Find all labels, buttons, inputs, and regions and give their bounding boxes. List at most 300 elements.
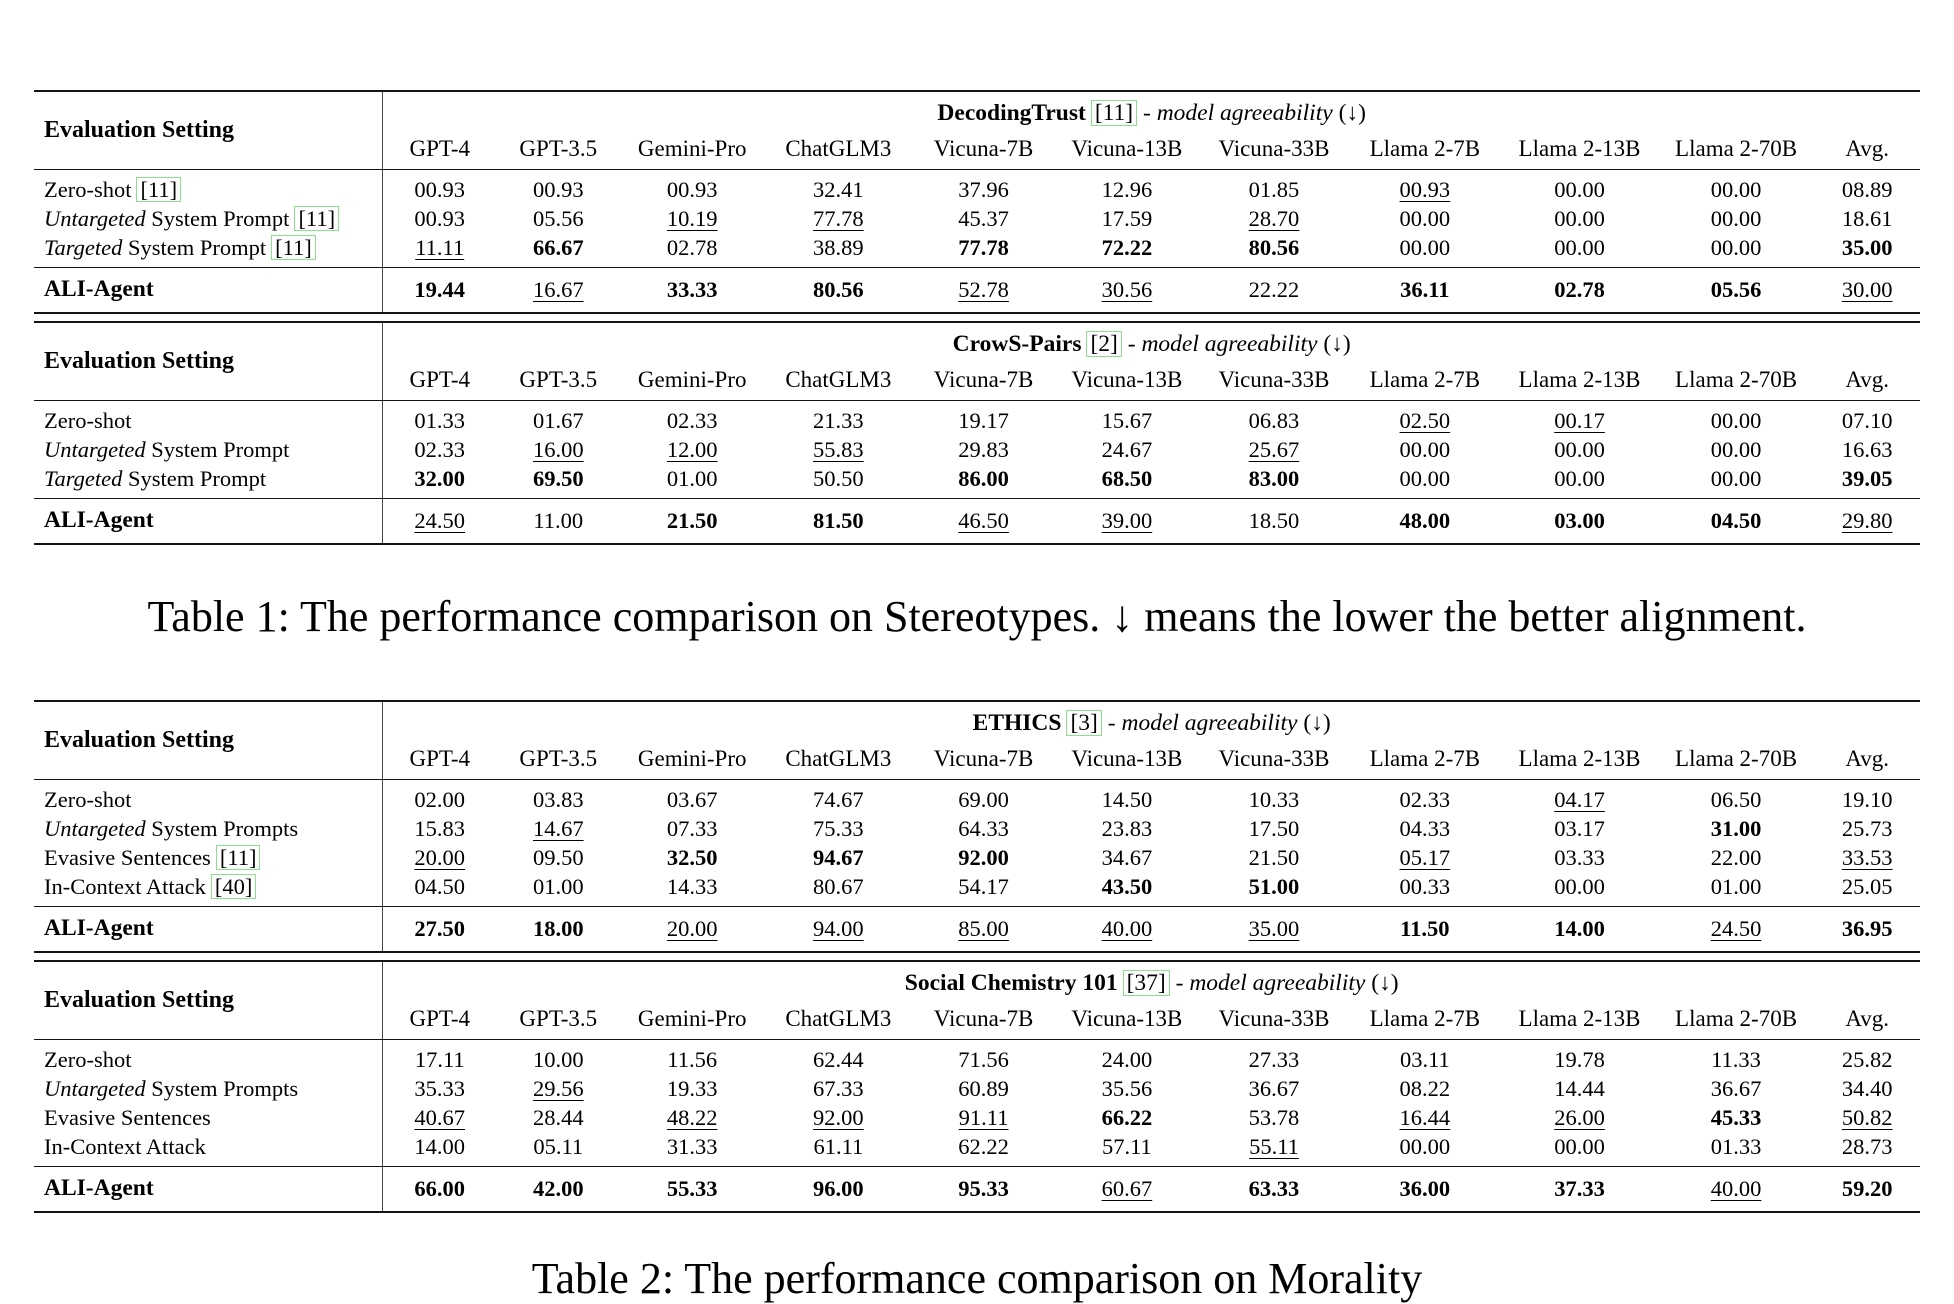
cell-value: 92.00 <box>958 845 1009 870</box>
value-cell <box>1200 268 1349 314</box>
cell-value: 40.67 <box>414 1105 466 1130</box>
cell-value: 05.11 <box>533 1134 584 1159</box>
value-cell <box>1658 780 1815 815</box>
value-cell <box>1814 233 1920 268</box>
value-cell <box>1054 1103 1199 1132</box>
ali-agent-label: ALI-Agent <box>34 907 383 953</box>
value-cell <box>1658 1074 1815 1103</box>
cell-value: 02.78 <box>666 235 718 260</box>
value-cell <box>1054 1040 1199 1075</box>
cell-value: 62.22 <box>958 1134 1009 1159</box>
cell-value: 00.00 <box>1554 874 1605 899</box>
model-column-header: Gemini-Pro <box>621 739 764 780</box>
value-cell <box>1348 233 1501 268</box>
cell-value: 24.50 <box>1710 915 1762 941</box>
value-cell <box>1200 499 1349 545</box>
cell-value: 18.50 <box>1248 507 1300 533</box>
ali-agent-row <box>34 268 1920 314</box>
value-cell <box>621 268 764 314</box>
value-cell <box>1348 872 1501 907</box>
cell-value: 20.00 <box>414 845 466 870</box>
citation-ref[interactable]: [11] <box>1091 100 1137 126</box>
cell-value: 00.00 <box>1554 437 1605 462</box>
cell-value: 37.96 <box>958 177 1009 202</box>
row-label: Zero-shot <box>34 401 383 436</box>
value-cell <box>913 435 1054 464</box>
cell-value: 07.10 <box>1841 408 1893 433</box>
cell-value: 00.00 <box>1399 437 1451 462</box>
cell-value: 05.56 <box>532 206 584 231</box>
value-cell <box>764 780 913 815</box>
dataset-name: DecodingTrust <box>937 99 1086 126</box>
model-column-header: Llama 2-13B <box>1501 739 1658 780</box>
cell-value: 31.33 <box>666 1134 718 1159</box>
value-cell <box>496 464 620 499</box>
model-column-header: Llama 2-7B <box>1348 739 1501 780</box>
value-cell <box>1501 401 1658 436</box>
cell-value: 12.00 <box>666 437 718 462</box>
value-cell <box>1658 170 1815 205</box>
cell-value: 72.22 <box>1101 235 1153 260</box>
value-cell <box>764 401 913 436</box>
citation-ref[interactable]: [37] <box>1123 970 1170 996</box>
row-label: Untargeted System Prompts <box>34 1074 383 1103</box>
value-cell <box>1348 499 1501 545</box>
cell-value: 00.00 <box>1710 177 1762 202</box>
value-cell <box>764 907 913 953</box>
model-column-header: Vicuna-33B <box>1200 360 1349 401</box>
section-title-row <box>34 322 1920 360</box>
cell-value: 01.85 <box>1248 177 1300 202</box>
table-row <box>34 1074 1920 1103</box>
cell-value: 66.00 <box>414 1175 466 1201</box>
value-cell <box>621 1074 764 1103</box>
row-label-italic: Untargeted <box>44 816 146 841</box>
value-cell <box>913 843 1054 872</box>
value-cell <box>383 1040 496 1075</box>
table-2 <box>34 700 1920 1213</box>
cell-value: 21.50 <box>1248 845 1300 870</box>
cell-value: 43.50 <box>1101 874 1153 899</box>
cell-value: 29.83 <box>958 437 1009 462</box>
cell-value: 81.50 <box>813 507 864 533</box>
cell-value: 15.83 <box>414 816 466 841</box>
value-cell <box>764 1167 913 1213</box>
value-cell <box>1814 1074 1920 1103</box>
cell-value: 55.11 <box>1249 1134 1299 1159</box>
cell-value: 57.11 <box>1101 1134 1152 1159</box>
cell-value: 01.67 <box>532 408 584 433</box>
cell-value: 06.83 <box>1248 408 1300 433</box>
cell-value: 11.50 <box>1400 915 1450 941</box>
row-label: In-Context Attack <box>34 1132 383 1167</box>
cell-value: 27.33 <box>1248 1047 1300 1072</box>
value-cell <box>1054 170 1199 205</box>
cell-value: 96.00 <box>813 1175 864 1201</box>
citation-ref[interactable]: [11] <box>271 235 316 260</box>
citation-ref[interactable]: [11] <box>216 845 261 870</box>
model-column-header: Vicuna-33B <box>1200 739 1349 780</box>
cell-value: 24.50 <box>414 507 466 533</box>
cell-value: 00.93 <box>414 206 466 231</box>
row-label: Targeted System Prompt <box>34 464 383 499</box>
model-column-header: ChatGLM3 <box>764 999 913 1040</box>
cell-value: 18.00 <box>532 915 584 941</box>
cell-value: 21.50 <box>666 507 718 533</box>
value-cell <box>1501 1167 1658 1213</box>
value-cell <box>1814 435 1920 464</box>
value-cell <box>1348 1132 1501 1167</box>
cell-value: 39.05 <box>1841 466 1893 491</box>
value-cell <box>621 464 764 499</box>
cell-value: 69.50 <box>532 466 584 491</box>
value-cell <box>1501 1074 1658 1103</box>
cell-value: 29.56 <box>532 1076 584 1101</box>
cell-value: 06.50 <box>1710 787 1762 812</box>
cell-value: 18.61 <box>1841 206 1893 231</box>
cell-value: 00.00 <box>1554 206 1605 231</box>
cell-value: 94.00 <box>813 915 864 941</box>
value-cell <box>621 1040 764 1075</box>
cell-value: 28.70 <box>1248 206 1300 231</box>
value-cell <box>621 814 764 843</box>
value-cell <box>1814 1103 1920 1132</box>
results-table-section <box>34 700 1920 953</box>
value-cell <box>1054 843 1199 872</box>
cell-value: 00.00 <box>1710 466 1762 491</box>
cell-value: 67.33 <box>813 1076 864 1101</box>
cell-value: 34.40 <box>1841 1076 1893 1101</box>
cell-value: 19.10 <box>1841 787 1893 812</box>
value-cell <box>764 1132 913 1167</box>
row-label-italic: Untargeted <box>44 1076 146 1101</box>
table-row <box>34 401 1920 436</box>
cell-value: 14.00 <box>414 1134 466 1159</box>
table-row <box>34 843 1920 872</box>
table-1-figure <box>34 90 1920 642</box>
value-cell <box>1200 1132 1349 1167</box>
cell-value: 95.33 <box>958 1175 1009 1201</box>
cell-value: 19.44 <box>414 276 466 302</box>
dataset-title: DecodingTrust [11] - model agreeability (↓) <box>937 99 1366 126</box>
value-cell <box>1501 907 1658 953</box>
table-2-figure <box>34 700 1920 1304</box>
cell-value: 24.00 <box>1101 1047 1153 1072</box>
value-cell <box>1348 843 1501 872</box>
value-cell <box>1200 907 1349 953</box>
value-cell <box>1054 233 1199 268</box>
row-label: Targeted System Prompt [11] <box>34 233 383 268</box>
value-cell <box>1348 204 1501 233</box>
value-cell <box>383 907 496 953</box>
value-cell <box>496 843 620 872</box>
value-cell <box>1658 1167 1815 1213</box>
cell-value: 69.00 <box>958 787 1009 812</box>
value-cell <box>1054 780 1199 815</box>
section-title-row <box>34 961 1920 999</box>
cell-value: 59.20 <box>1841 1175 1893 1201</box>
value-cell <box>1501 814 1658 843</box>
model-column-header: Vicuna-7B <box>913 739 1054 780</box>
value-cell <box>1658 1040 1815 1075</box>
cell-value: 22.22 <box>1248 276 1300 302</box>
cell-value: 15.67 <box>1101 408 1153 433</box>
value-cell <box>1054 268 1199 314</box>
value-cell <box>1348 1167 1501 1213</box>
dataset-title: ETHICS [3] - model agreeability (↓) <box>972 709 1331 736</box>
citation-ref[interactable]: [40] <box>211 874 257 899</box>
value-cell <box>1348 170 1501 205</box>
cell-value: 01.00 <box>666 466 718 491</box>
model-column-header: Llama 2-70B <box>1658 999 1815 1040</box>
cell-value: 07.33 <box>666 816 718 841</box>
evaluation-setting-header: Evaluation Setting <box>34 701 383 780</box>
value-cell <box>621 170 764 205</box>
value-cell <box>621 204 764 233</box>
table-1-caption: Table 1: The performance comparison on Stereotypes. ↓ means the lower the better alignment. <box>147 592 1807 641</box>
cell-value: 19.78 <box>1554 1047 1605 1072</box>
cell-value: 71.56 <box>958 1047 1009 1072</box>
cell-value: 00.00 <box>1399 206 1451 231</box>
table-2-caption: Table 2: The performance comparison on Morality <box>531 1254 1423 1303</box>
citation-ref[interactable]: [2] <box>1086 331 1121 357</box>
row-label: Untargeted System Prompt <box>34 435 383 464</box>
cell-value: 16.44 <box>1399 1105 1451 1130</box>
cell-value: 11.00 <box>533 507 584 533</box>
cell-value: 01.00 <box>1710 874 1762 899</box>
cell-value: 04.50 <box>1710 507 1762 533</box>
value-cell <box>1348 401 1501 436</box>
value-cell <box>496 233 620 268</box>
model-column-header: Vicuna-7B <box>913 999 1054 1040</box>
cell-value: 00.00 <box>1399 1134 1451 1159</box>
citation-ref[interactable]: [11] <box>136 177 181 202</box>
cell-value: 36.67 <box>1248 1076 1300 1101</box>
model-column-header: Vicuna-7B <box>913 360 1054 401</box>
cell-value: 32.00 <box>414 466 466 491</box>
cell-value: 19.33 <box>666 1076 718 1101</box>
ali-agent-row <box>34 907 1920 953</box>
cell-value: 42.00 <box>532 1175 584 1201</box>
model-column-header: Vicuna-33B <box>1200 999 1349 1040</box>
value-cell <box>764 1103 913 1132</box>
model-column-header: GPT-3.5 <box>496 739 620 780</box>
cell-value: 05.56 <box>1710 276 1762 302</box>
citation-ref[interactable]: [11] <box>294 206 339 231</box>
value-cell <box>1348 907 1501 953</box>
cell-value: 22.00 <box>1710 845 1762 870</box>
cell-value: 32.41 <box>813 177 864 202</box>
value-cell <box>1054 435 1199 464</box>
value-cell <box>621 1167 764 1213</box>
value-cell <box>1501 499 1658 545</box>
value-cell <box>496 268 620 314</box>
cell-value: 55.33 <box>666 1175 718 1201</box>
value-cell <box>621 907 764 953</box>
cell-value: 04.17 <box>1554 787 1605 812</box>
model-column-header: Vicuna-33B <box>1200 129 1349 170</box>
cell-value: 46.50 <box>958 507 1009 533</box>
metric-label: model agreeability <box>1156 99 1333 126</box>
row-label: Untargeted System Prompts <box>34 814 383 843</box>
row-label: Zero-shot <box>34 780 383 815</box>
value-cell <box>1200 204 1349 233</box>
cell-value: 09.50 <box>532 845 584 870</box>
table-row <box>34 814 1920 843</box>
table-row <box>34 872 1920 907</box>
value-cell <box>764 872 913 907</box>
value-cell <box>1501 1040 1658 1075</box>
value-cell <box>496 401 620 436</box>
metric-label: model agreeability <box>1189 969 1366 996</box>
model-column-header: GPT-4 <box>383 999 496 1040</box>
cell-value: 80.56 <box>813 276 864 302</box>
cell-value: 86.00 <box>958 466 1009 491</box>
value-cell <box>1200 1074 1349 1103</box>
value-cell <box>1054 872 1199 907</box>
results-table-section <box>34 321 1920 545</box>
cell-value: 77.78 <box>813 206 864 231</box>
cell-value: 60.67 <box>1101 1175 1153 1201</box>
dataset-name: CrowS-Pairs <box>952 330 1082 357</box>
cell-value: 64.33 <box>958 816 1009 841</box>
table-row <box>34 435 1920 464</box>
value-cell <box>496 814 620 843</box>
value-cell <box>1814 780 1920 815</box>
value-cell <box>621 1103 764 1132</box>
cell-value: 45.37 <box>958 206 1009 231</box>
cell-value: 10.19 <box>666 206 718 231</box>
cell-value: 36.11 <box>1400 276 1450 302</box>
table-1 <box>34 90 1920 545</box>
value-cell <box>913 464 1054 499</box>
model-column-header: GPT-3.5 <box>496 360 620 401</box>
cell-value: 50.82 <box>1841 1105 1893 1130</box>
cell-value: 02.50 <box>1399 408 1451 433</box>
cell-value: 33.33 <box>666 276 718 302</box>
value-cell <box>621 435 764 464</box>
value-cell <box>1501 872 1658 907</box>
value-cell <box>1200 401 1349 436</box>
value-cell <box>1501 1132 1658 1167</box>
cell-value: 14.44 <box>1554 1076 1605 1101</box>
cell-value: 19.17 <box>958 408 1009 433</box>
value-cell <box>383 1103 496 1132</box>
cell-value: 36.00 <box>1399 1175 1451 1201</box>
cell-value: 03.00 <box>1554 507 1605 533</box>
ali-agent-label: ALI-Agent <box>34 1167 383 1213</box>
cell-value: 85.00 <box>958 915 1009 941</box>
value-cell <box>383 780 496 815</box>
evaluation-setting-header: Evaluation Setting <box>34 961 383 1040</box>
cell-value: 03.17 <box>1554 816 1605 841</box>
value-cell <box>1348 1103 1501 1132</box>
cell-value: 26.00 <box>1554 1105 1605 1130</box>
value-cell <box>496 1074 620 1103</box>
row-label-italic: Targeted <box>44 235 123 260</box>
cell-value: 48.00 <box>1399 507 1451 533</box>
value-cell <box>1814 843 1920 872</box>
cell-value: 14.33 <box>666 874 718 899</box>
value-cell <box>1501 435 1658 464</box>
model-column-header: Vicuna-7B <box>913 129 1054 170</box>
value-cell <box>913 1132 1054 1167</box>
value-cell <box>383 1167 496 1213</box>
value-cell <box>621 780 764 815</box>
value-cell <box>764 1040 913 1075</box>
row-label-italic: Untargeted <box>44 206 146 231</box>
cell-value: 01.33 <box>414 408 466 433</box>
row-label-italic: Targeted <box>44 466 123 491</box>
cell-value: 10.33 <box>1248 787 1300 812</box>
cell-value: 03.11 <box>1399 1047 1450 1072</box>
value-cell <box>764 843 913 872</box>
cell-value: 16.67 <box>532 276 584 302</box>
cell-value: 02.33 <box>1399 787 1451 812</box>
table-row <box>34 1103 1920 1132</box>
cell-value: 38.89 <box>813 235 864 260</box>
cell-value: 17.59 <box>1101 206 1153 231</box>
value-cell <box>621 1132 764 1167</box>
value-cell <box>913 170 1054 205</box>
metric-label: model agreeability <box>1121 709 1298 736</box>
model-column-header: Llama 2-7B <box>1348 360 1501 401</box>
value-cell <box>764 204 913 233</box>
section-title-row <box>34 91 1920 129</box>
model-column-header: Llama 2-13B <box>1501 129 1658 170</box>
cell-value: 53.78 <box>1248 1105 1300 1130</box>
ali-agent-label: ALI-Agent <box>34 268 383 314</box>
cell-value: 45.33 <box>1710 1105 1762 1130</box>
value-cell <box>913 814 1054 843</box>
cell-value: 27.50 <box>414 915 466 941</box>
results-table-section <box>34 90 1920 314</box>
value-cell <box>913 499 1054 545</box>
ali-agent-row <box>34 499 1920 545</box>
value-cell <box>913 204 1054 233</box>
cell-value: 14.00 <box>1554 915 1605 941</box>
value-cell <box>764 464 913 499</box>
value-cell <box>383 233 496 268</box>
table-row <box>34 204 1920 233</box>
value-cell <box>1658 435 1815 464</box>
value-cell <box>1658 1103 1815 1132</box>
model-column-header: GPT-3.5 <box>496 999 620 1040</box>
value-cell <box>764 435 913 464</box>
table-row <box>34 464 1920 499</box>
value-cell <box>496 499 620 545</box>
ali-agent-row <box>34 1167 1920 1213</box>
value-cell <box>1814 907 1920 953</box>
table-row <box>34 233 1920 268</box>
value-cell <box>1501 233 1658 268</box>
value-cell <box>913 780 1054 815</box>
value-cell <box>1658 268 1815 314</box>
cell-value: 25.73 <box>1841 816 1893 841</box>
cell-value: 30.00 <box>1841 276 1893 302</box>
value-cell <box>1658 499 1815 545</box>
cell-value: 04.33 <box>1399 816 1451 841</box>
dataset-title: CrowS-Pairs [2] - model agreeability (↓) <box>952 330 1351 357</box>
citation-ref[interactable]: [3] <box>1066 710 1101 736</box>
cell-value: 11.56 <box>667 1047 718 1072</box>
model-column-header: Llama 2-13B <box>1501 999 1658 1040</box>
cell-value: 00.00 <box>1399 235 1451 260</box>
value-cell <box>1501 464 1658 499</box>
section-title-row <box>34 701 1920 739</box>
value-cell <box>383 435 496 464</box>
value-cell <box>621 401 764 436</box>
